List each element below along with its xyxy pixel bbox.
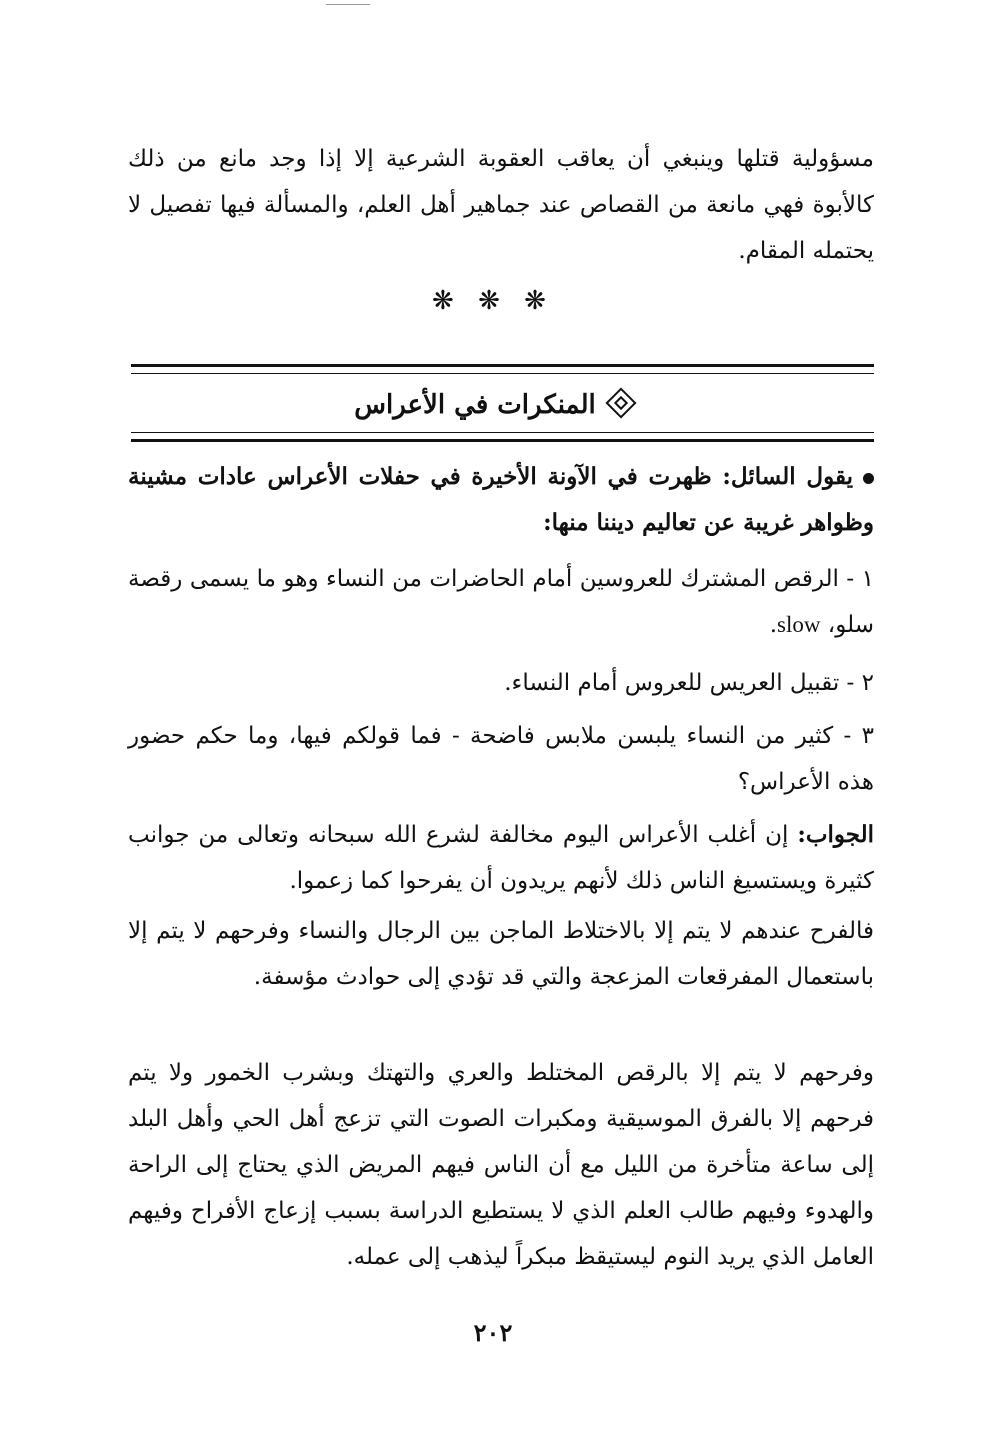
list-item: ٣ - كثير من النساء يلبسن ملابس فاضحة - فما قولكم فيها، وما حكم حضور هذه الأعراس؟	[128, 723, 874, 795]
paragraph-text: وفرحهم لا يتم إلا بالرقص المختلط والعري والتهتك وبشرب الخمور ولا يتم فرحهم إلا بالفرق الموسيقية ومكبرات الصوت التي تزعج أهل الحي وأهل البلد إلى ساعة متأخرة من الليل مع أن الناس فيهم المريض الذي يحتاج إلى الراحة والهدوء وفيهم طالب العلم الذي لا يستطيع الدراسة بسبب إزعاج الأفراح وفيهم العامل الذي يريد النوم ليستيقظ مبكراً ليذهب إلى عمله.	[128, 1060, 874, 1270]
top-edge-mark	[326, 4, 370, 5]
answer-paragraph	[128, 812, 874, 904]
answer-text: إن أغلب الأعراس اليوم مخالفة لشرع الله سبحانه وتعالى من جوانب كثيرة ويستسيغ الناس ذلك لأنهم يريدون أن يفرحوا كما زعموا.	[128, 822, 874, 894]
bullet-icon	[863, 473, 874, 484]
answer-label: الجواب:	[797, 821, 874, 848]
intro-paragraph	[128, 136, 874, 274]
question-text: يقول السائل: ظهرت في الآونة الأخيرة في حفلات الأعراس عادات مشينة وظواهر غريبة عن تعاليم ديننا منها:	[128, 463, 874, 536]
body-paragraph	[128, 908, 874, 1000]
item-text: الرقص المشترك للعروسين أمام الحاضرات من النساء وهو ما يسمى رقصة سلو،	[128, 566, 874, 638]
body-paragraph	[128, 1050, 874, 1280]
item-number: ٢	[861, 670, 874, 696]
paragraph-text: فالفرح عندهم لا يتم إلا بالاختلاط الماجن بين الرجال والنساء وفرحهم لا يتم إلا باستعمال المفرقعات المزعجة والتي قد تؤدي إلى حوادث مؤسفة.	[128, 918, 874, 990]
title-rule-bottom-thick	[131, 439, 874, 442]
page-number: ٢٠٢	[473, 1318, 513, 1347]
list-item: ٢ - تقبيل العريس للعروس أمام النساء.	[504, 670, 874, 696]
item-text: كثير من النساء يلبسن ملابس فاضحة - فما قولكم فيها، وما حكم حضور هذه الأعراس؟	[128, 723, 874, 795]
diamond-icon	[605, 387, 636, 418]
section-separator: ❋ ❋ ❋	[432, 286, 554, 316]
item-number: ٣	[861, 723, 874, 749]
item-end: .	[769, 612, 778, 638]
intro-text: مسؤولية قتلها وينبغي أن يعاقب العقوبة الشرعية إلا إذا وجد مانع من ذلك كالأبوة فهي مانعة من القصاص عند جماهير أهل العلم، والمسألة فيها تفصيل لا يحتمله المقام.	[128, 146, 874, 264]
section-title	[0, 382, 986, 428]
item-number: ١	[861, 566, 874, 592]
question-paragraph	[128, 454, 874, 546]
item-text: تقبيل العريس للعروس أمام النساء.	[504, 670, 840, 696]
section-title-text: المنكرات في الأعراس	[354, 390, 596, 420]
title-rule-top-thin	[131, 373, 874, 374]
title-rule-bottom-thin	[131, 432, 874, 433]
list-item: ١ - الرقص المشترك للعروسين أمام الحاضرات من النساء وهو ما يسمى رقصة سلو، slow.	[128, 566, 874, 638]
item-latin-term: slow	[777, 612, 821, 637]
title-rule-top-thick	[131, 364, 874, 367]
